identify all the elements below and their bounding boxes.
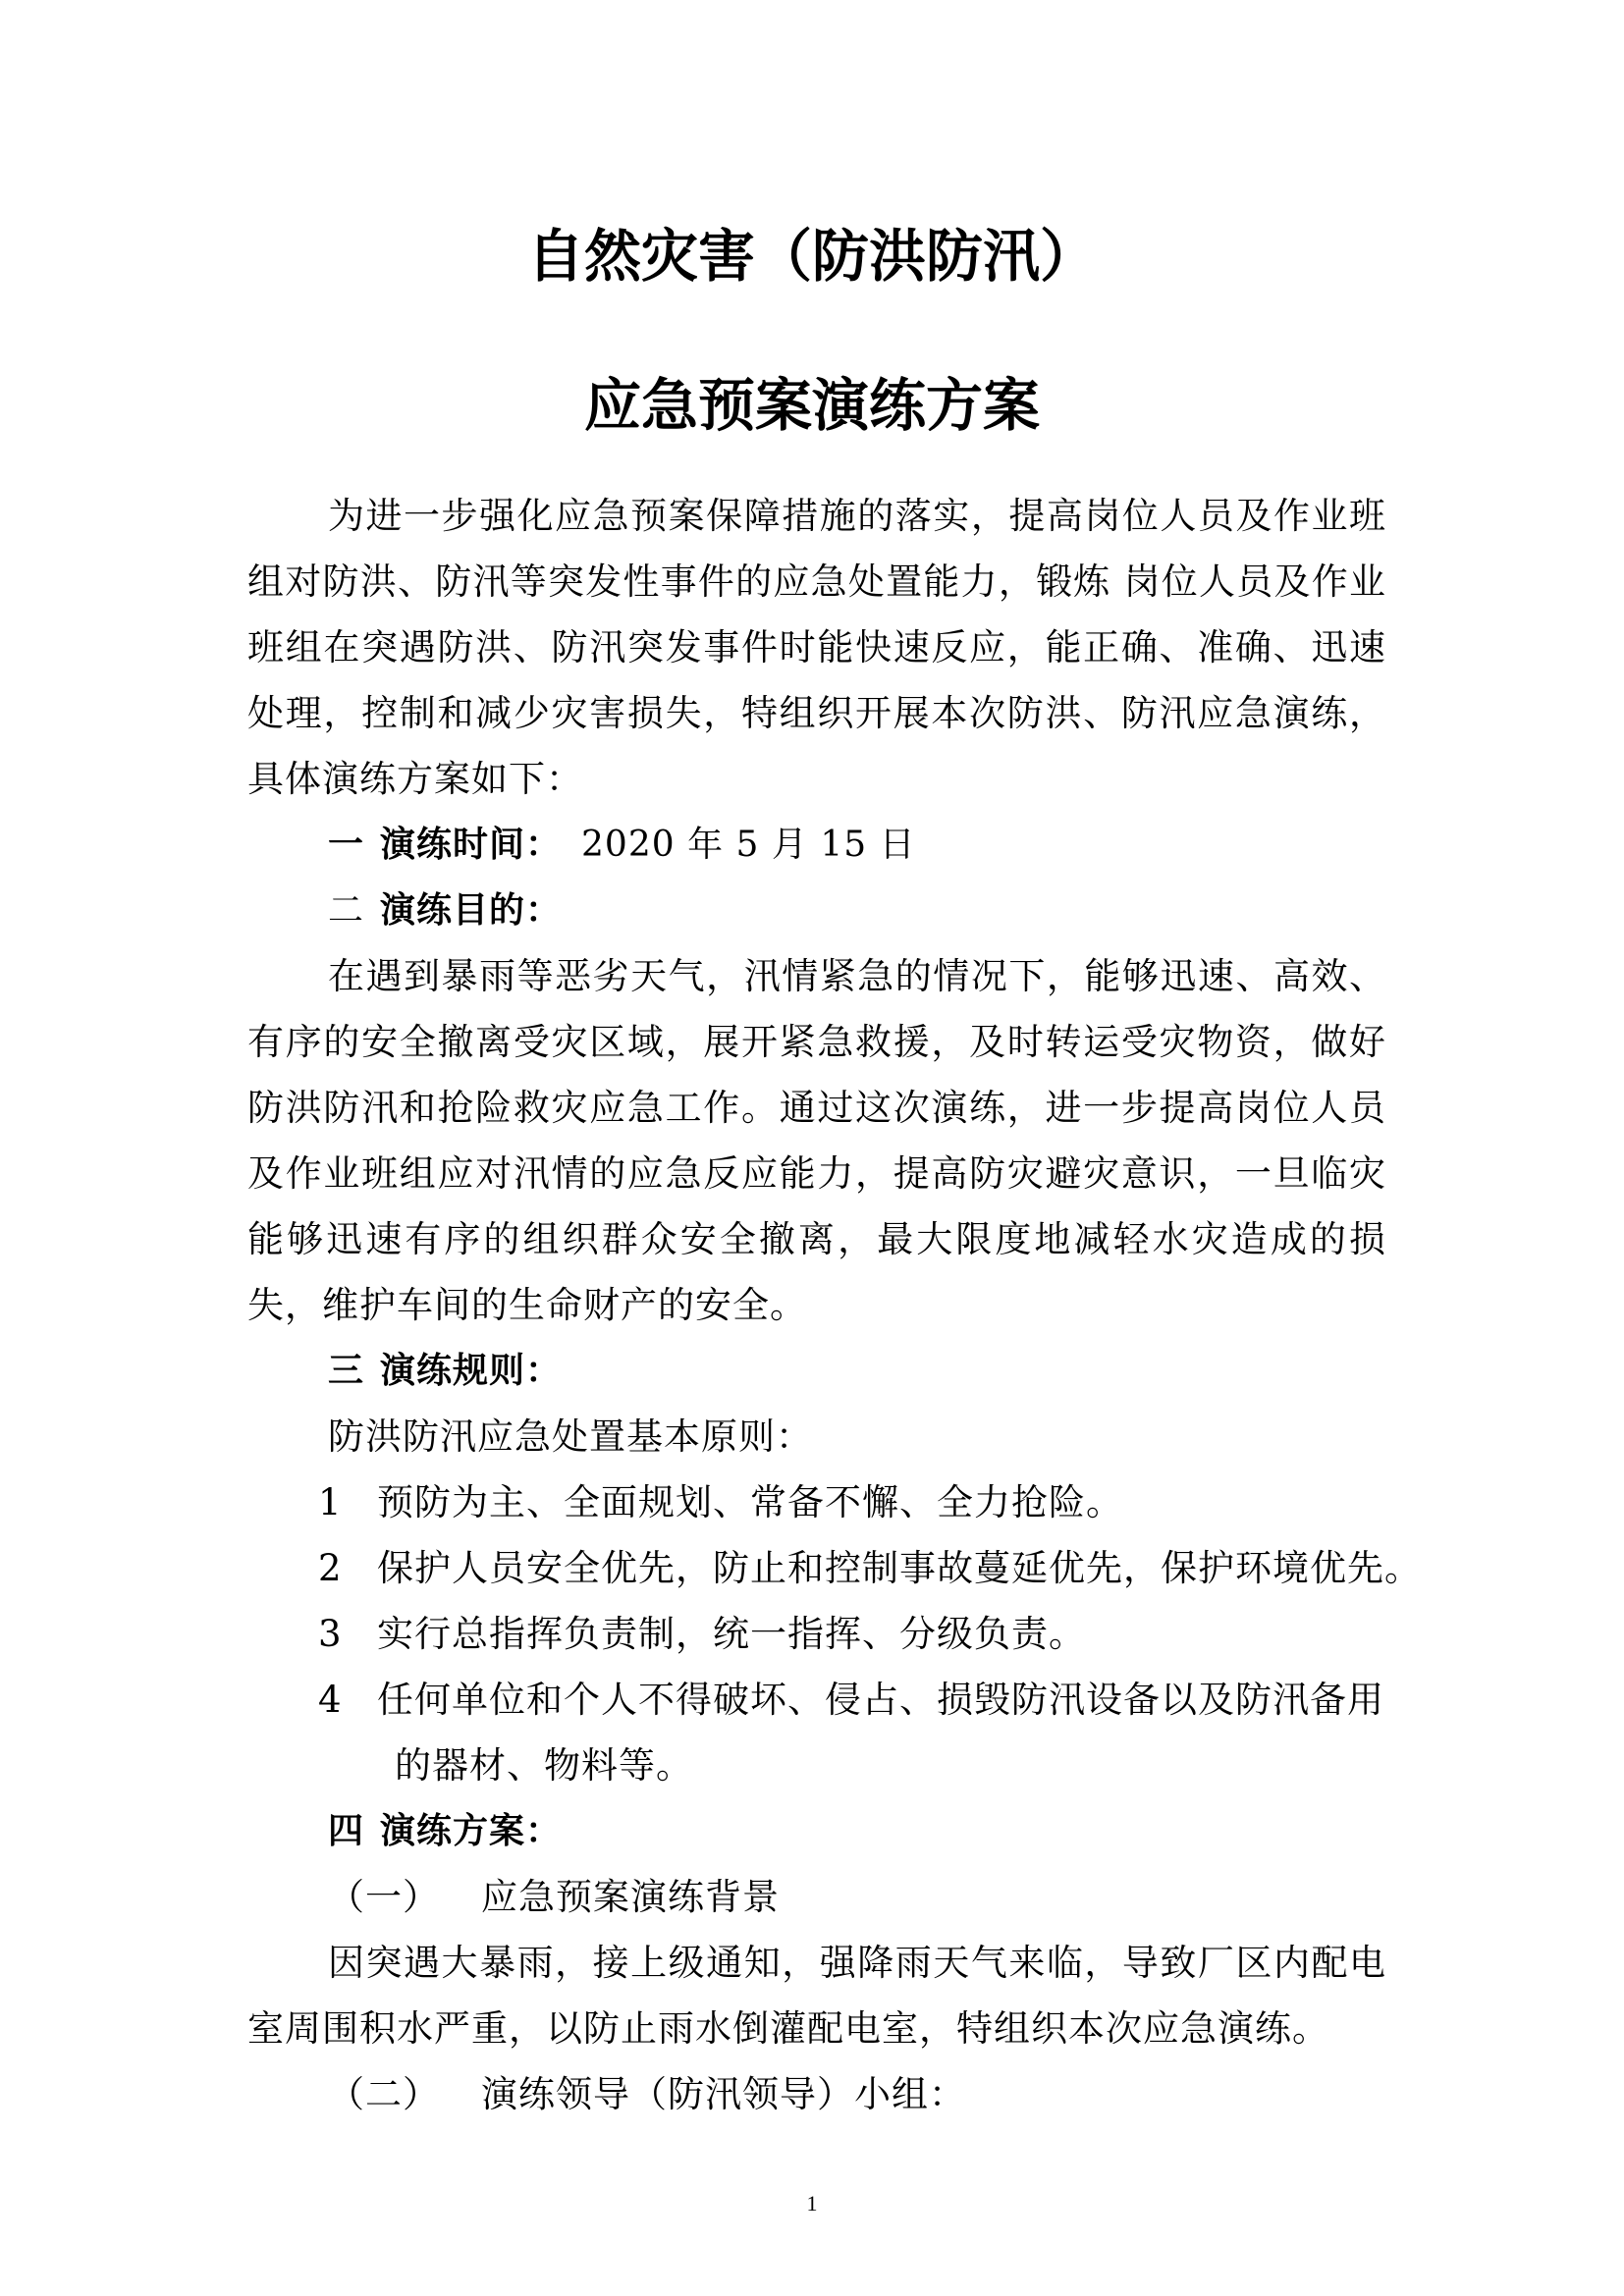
background-paragraph: 因突遇大暴雨，接上级通知，强降雨天气来临，导致厂区内配电室周围积水严重，以防止雨水倒灌配电室，特组织本次应急演练。 [247,1942,1386,2050]
section-3-number: 三 [328,1351,365,1391]
purpose-paragraph: 在遇到暴雨等恶劣天气，汛情紧急的情况下，能够迅速、高效、有序的安全撤离受灾区域，展开紧急救援，及时转运受灾物资，做好防洪防汛和抢险救灾应急工作。通过这次演练，进一步提高岗位人员及作业班组应对汛情的应急反应能力，提高防灾避灾意识，一旦临灾能够迅速有序的组织群众安全撤离，最大限度地减轻水灾造成的损失，维护车间的生命财产的安全。 [247,955,1386,1326]
section-2-label: 演练目的： [380,890,563,931]
subsection-2-number: （二） [328,2073,440,2115]
rule-item [247,1535,1422,1601]
subsection-1-number: （一） [328,1876,440,1918]
section-3-label: 演练规则： [380,1351,563,1391]
rule-number: 1 [318,1481,343,1523]
rule-item [247,1667,1386,1733]
rule-number: 4 [318,1679,343,1721]
document-title-line1: 自然灾害（防洪防汛） [526,223,1097,290]
section-1-number: 一 [328,825,365,865]
section-1-label: 演练时间： [380,825,563,865]
rule-number: 2 [318,1547,343,1589]
page-number: 1 [806,2191,818,2216]
document-body [247,483,1422,2127]
subsection-2 [247,2061,1386,2127]
rule-number: 3 [318,1613,343,1655]
subsection-1 [247,1864,1386,1930]
section-4-number: 四 [328,1811,365,1851]
section-2-number: 二 [328,890,365,931]
section-4-label: 演练方案： [380,1811,563,1851]
rule-item [247,1469,1386,1535]
rule-continuation: 的器材、物料等。 [395,1744,693,1787]
principle-line: 防洪防汛应急处置基本原则： [328,1415,813,1458]
rule-item [247,1601,1386,1667]
section-4-heading [247,1798,1386,1864]
section-2-heading [247,878,1386,943]
rule-text: 预防为主、全面规划、常备不懈、全力抢险。 [377,1481,1123,1523]
rule-text: 任何单位和个人不得破坏、侵占、损毁防汛设备以及防汛备用 [377,1679,1384,1721]
section-1-heading [247,812,1386,878]
drill-date: 2020 年 5 月 15 日 [581,825,916,865]
rule-text: 实行总指挥负责制，统一指挥、分级负责。 [377,1613,1086,1655]
subsection-1-label: 应急预案演练背景 [481,1876,780,1918]
document-title-line2: 应急预案演练方案 [583,372,1040,439]
section-3-heading [247,1338,1386,1404]
rule-text: 保护人员安全优先，防止和控制事故蔓延优先，保护环境优先。 [377,1547,1422,1589]
subsection-2-label: 演练领导（防汛领导）小组： [481,2073,966,2115]
intro-paragraph: 为进一步强化应急预案保障措施的落实，提高岗位人员及作业班组对防洪、防汛等突发性事件的应急处置能力，锻炼 岗位人员及作业班组在突遇防洪、防汛突发事件时能快速反应，能正确、准确、迅速处理，控制和减少灾害损失，特组织开展本次防洪、防汛应急演练，具体演练方案如下： [247,495,1386,800]
